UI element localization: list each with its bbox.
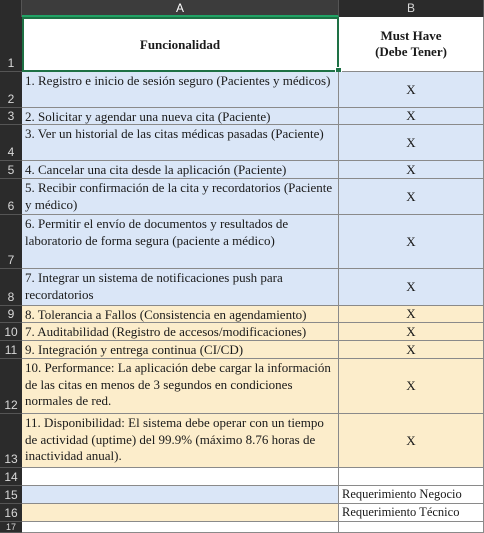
- table-row: [0, 215, 484, 269]
- header-must-have-label: Must Have: [380, 28, 442, 43]
- row-number[interactable]: 17: [0, 522, 22, 533]
- header-row: [0, 17, 484, 72]
- header-must-have-sub-label: (Debe Tener): [375, 44, 447, 59]
- functionality-cell[interactable]: 4. Cancelar una cita desde la aplicación (Paciente): [22, 161, 339, 179]
- must-have-cell[interactable]: X: [339, 306, 484, 323]
- legend-swatch-technical[interactable]: [22, 504, 339, 522]
- table-row: [0, 269, 484, 306]
- row-number[interactable]: 5: [0, 161, 22, 179]
- empty-cell[interactable]: [339, 522, 484, 533]
- table-row: [0, 468, 484, 486]
- row-number[interactable]: 1: [0, 17, 22, 72]
- row-number[interactable]: 4: [0, 125, 22, 161]
- table-row: [0, 341, 484, 359]
- header-cell-funcionalidad[interactable]: [22, 17, 339, 72]
- functionality-cell[interactable]: 2. Solicitar y agendar una nueva cita (Paciente): [22, 108, 339, 125]
- must-have-cell[interactable]: X: [339, 341, 484, 359]
- functionality-cell[interactable]: 10. Performance: La aplicación debe cargar la información de las citas en menos de 3 segundos en condiciones normales de red.: [22, 359, 339, 414]
- empty-cell[interactable]: [22, 468, 339, 486]
- row-number[interactable]: 7: [0, 215, 22, 269]
- table-row: [0, 306, 484, 323]
- row-number[interactable]: 2: [0, 72, 22, 108]
- functionality-cell[interactable]: 7. Integrar un sistema de notificaciones push para recordatorios: [22, 269, 339, 306]
- functionality-cell[interactable]: 7. Auditabilidad (Registro de accesos/modificaciones): [22, 323, 339, 341]
- functionality-cell[interactable]: 9. Integración y entrega continua (CI/CD): [22, 341, 339, 359]
- functionality-cell[interactable]: 8. Tolerancia a Fallos (Consistencia en agendamiento): [22, 306, 339, 323]
- row-number[interactable]: 10: [0, 323, 22, 341]
- legend-label-technical[interactable]: Requerimiento Técnico: [339, 504, 484, 522]
- header-funcionalidad-label: Funcionalidad: [139, 36, 221, 52]
- row-number[interactable]: 6: [0, 179, 22, 215]
- column-header-b[interactable]: B: [339, 0, 484, 17]
- table-row: [0, 72, 484, 108]
- must-have-cell[interactable]: X: [339, 161, 484, 179]
- row-number[interactable]: 3: [0, 108, 22, 125]
- functionality-cell[interactable]: 3. Ver un historial de las citas médicas pasadas (Paciente): [22, 125, 339, 161]
- must-have-cell[interactable]: X: [339, 414, 484, 468]
- must-have-cell[interactable]: X: [339, 179, 484, 215]
- row-number[interactable]: 14: [0, 468, 22, 486]
- must-have-cell[interactable]: X: [339, 359, 484, 414]
- row-number[interactable]: 12: [0, 359, 22, 414]
- empty-cell[interactable]: [339, 468, 484, 486]
- functionality-cell[interactable]: 1. Registro e inicio de sesión seguro (Pacientes y médicos): [22, 72, 339, 108]
- table-row: [0, 522, 484, 533]
- row-number[interactable]: 13: [0, 414, 22, 468]
- functionality-cell[interactable]: 6. Permitir el envío de documentos y resultados de laboratorio de forma segura (paciente a médico): [22, 215, 339, 269]
- row-number[interactable]: 11: [0, 341, 22, 359]
- functionality-cell[interactable]: 11. Disponibilidad: El sistema debe operar con un tiempo de actividad (uptime) del 99.9% (máximo 8.76 horas de inactividad anual).: [22, 414, 339, 468]
- column-header-a[interactable]: A: [22, 0, 339, 17]
- must-have-cell[interactable]: X: [339, 125, 484, 161]
- row-number[interactable]: 16: [0, 504, 22, 522]
- table-row: [0, 179, 484, 215]
- must-have-cell[interactable]: X: [339, 215, 484, 269]
- must-have-cell[interactable]: X: [339, 323, 484, 341]
- legend-label-business[interactable]: Requerimiento Negocio: [339, 486, 484, 504]
- row-number[interactable]: 15: [0, 486, 22, 504]
- table-row: [0, 108, 484, 125]
- table-row: [0, 359, 484, 414]
- header-cell-must-have[interactable]: [339, 17, 484, 72]
- functionality-cell[interactable]: 5. Recibir confirmación de la cita y recordatorios (Paciente y médico): [22, 179, 339, 215]
- table-row: [0, 125, 484, 161]
- table-row: [0, 414, 484, 468]
- must-have-cell[interactable]: X: [339, 72, 484, 108]
- table-row: [0, 323, 484, 341]
- row-number[interactable]: 9: [0, 306, 22, 323]
- legend-swatch-business[interactable]: [22, 486, 339, 504]
- row-number[interactable]: 8: [0, 269, 22, 306]
- select-all-corner[interactable]: [0, 0, 22, 17]
- legend-row-technical: [0, 504, 484, 522]
- must-have-cell[interactable]: X: [339, 108, 484, 125]
- legend-row-business: [0, 486, 484, 504]
- empty-cell[interactable]: [22, 522, 339, 533]
- table-row: [0, 161, 484, 179]
- must-have-cell[interactable]: X: [339, 269, 484, 306]
